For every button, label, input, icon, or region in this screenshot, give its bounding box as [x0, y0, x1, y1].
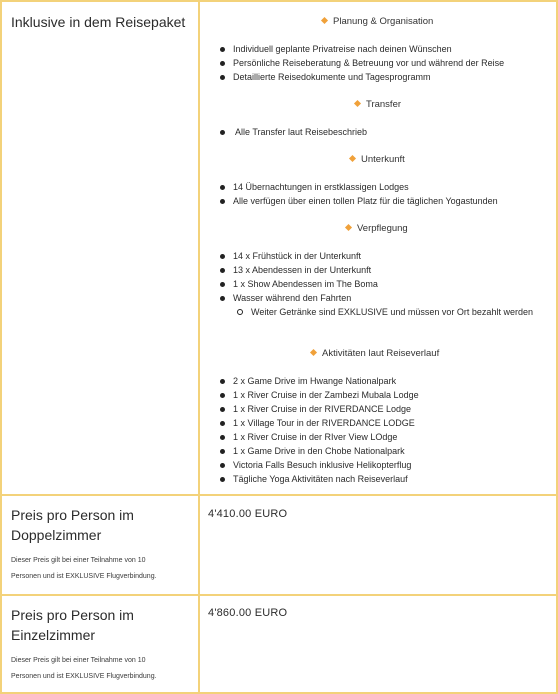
planning-list	[219, 42, 504, 84]
catering-list	[219, 249, 378, 305]
double-room-label-line2: Doppelzimmer	[11, 527, 102, 543]
list-item: Persönliche Reiseberatung & Betreuung vor und während der Reise	[219, 56, 504, 70]
diamond-icon	[354, 100, 361, 107]
list-item: 1 x River Cruise in der RIVERDANCE Lodge	[219, 402, 419, 416]
section-heading-catering: Verpflegung	[346, 223, 408, 234]
list-item: Wasser während den Fahrten	[219, 291, 378, 305]
list-item: Detaillierte Reisedokumente und Tagesprogramm	[219, 70, 504, 84]
circle-bullet-icon	[237, 309, 243, 315]
list-item: Alle Transfer laut Reisebeschrieb	[219, 125, 367, 139]
list-item: Victoria Falls Besuch inklusive Helikopterflug	[219, 458, 419, 472]
table-border-middle	[198, 0, 200, 694]
single-room-price: 4'860.00 EURO	[208, 607, 288, 619]
transfer-list	[219, 125, 367, 139]
diamond-icon	[345, 224, 352, 231]
double-room-label-line1: Preis pro Person im	[11, 507, 134, 523]
list-item: 1 x Show Abendessen im The Boma	[219, 277, 378, 291]
table-border-top	[0, 0, 558, 2]
single-room-note	[11, 653, 157, 685]
double-room-note-line2: Personen und ist EXKLUSIVE Flugverbindung.	[11, 573, 157, 580]
subitem-text: Weiter Getränke sind EXKLUSIVE und müssen vor Ort bezahlt werden	[251, 307, 533, 317]
list-item: Tägliche Yoga Aktivitäten nach Reiseverlauf	[219, 472, 419, 486]
single-room-note-line2: Personen und ist EXKLUSIVE Flugverbindung.	[11, 673, 157, 680]
double-room-price: 4'410.00 EURO	[208, 508, 288, 520]
list-item: 1 x Village Tour in der RIVERDANCE LODGE	[219, 416, 419, 430]
diamond-icon	[321, 17, 328, 24]
list-item: Alle verfügen über einen tollen Platz für die täglichen Yogastunden	[219, 194, 498, 208]
list-item: 2 x Game Drive im Hwange Nationalpark	[219, 374, 419, 388]
double-room-label	[11, 505, 134, 545]
section-heading-transfer: Transfer	[355, 99, 401, 110]
list-item: 1 x River Cruise in der RIver View LOdge	[219, 430, 419, 444]
accommodation-list	[219, 180, 498, 208]
list-item: Individuell geplante Privatreise nach deinen Wünschen	[219, 42, 504, 56]
single-room-label-line2: Einzelzimmer	[11, 627, 96, 643]
single-room-note-line1: Dieser Preis gilt bei einer Teilnahme von 10	[11, 657, 146, 664]
included-label: Inklusive in dem Reisepaket	[11, 14, 186, 30]
diamond-icon	[349, 155, 356, 162]
single-room-label	[11, 605, 134, 645]
section-heading-planning: Planung & Organisation	[322, 16, 433, 27]
row-divider-1	[0, 494, 558, 496]
diamond-icon	[310, 349, 317, 356]
double-room-note	[11, 553, 157, 585]
row-divider-2	[0, 594, 558, 596]
list-item: 13 x Abendessen in der Unterkunft	[219, 263, 378, 277]
section-heading-accommodation: Unterkunft	[350, 154, 405, 165]
activities-list	[219, 374, 419, 486]
list-item: 1 x River Cruise in der Zambezi Mubala Lodge	[219, 388, 419, 402]
section-heading-activities: Aktivitäten laut Reiseverlauf	[311, 348, 439, 359]
double-room-note-line1: Dieser Preis gilt bei einer Teilnahme von 10	[11, 557, 146, 564]
list-item: 14 x Frühstück in der Unterkunft	[219, 249, 378, 263]
table-border-left	[0, 0, 2, 694]
list-item: 14 Übernachtungen in erstklassigen Lodges	[219, 180, 498, 194]
single-room-label-line1: Preis pro Person im	[11, 607, 134, 623]
list-item: 1 x Game Drive in den Chobe Nationalpark	[219, 444, 419, 458]
